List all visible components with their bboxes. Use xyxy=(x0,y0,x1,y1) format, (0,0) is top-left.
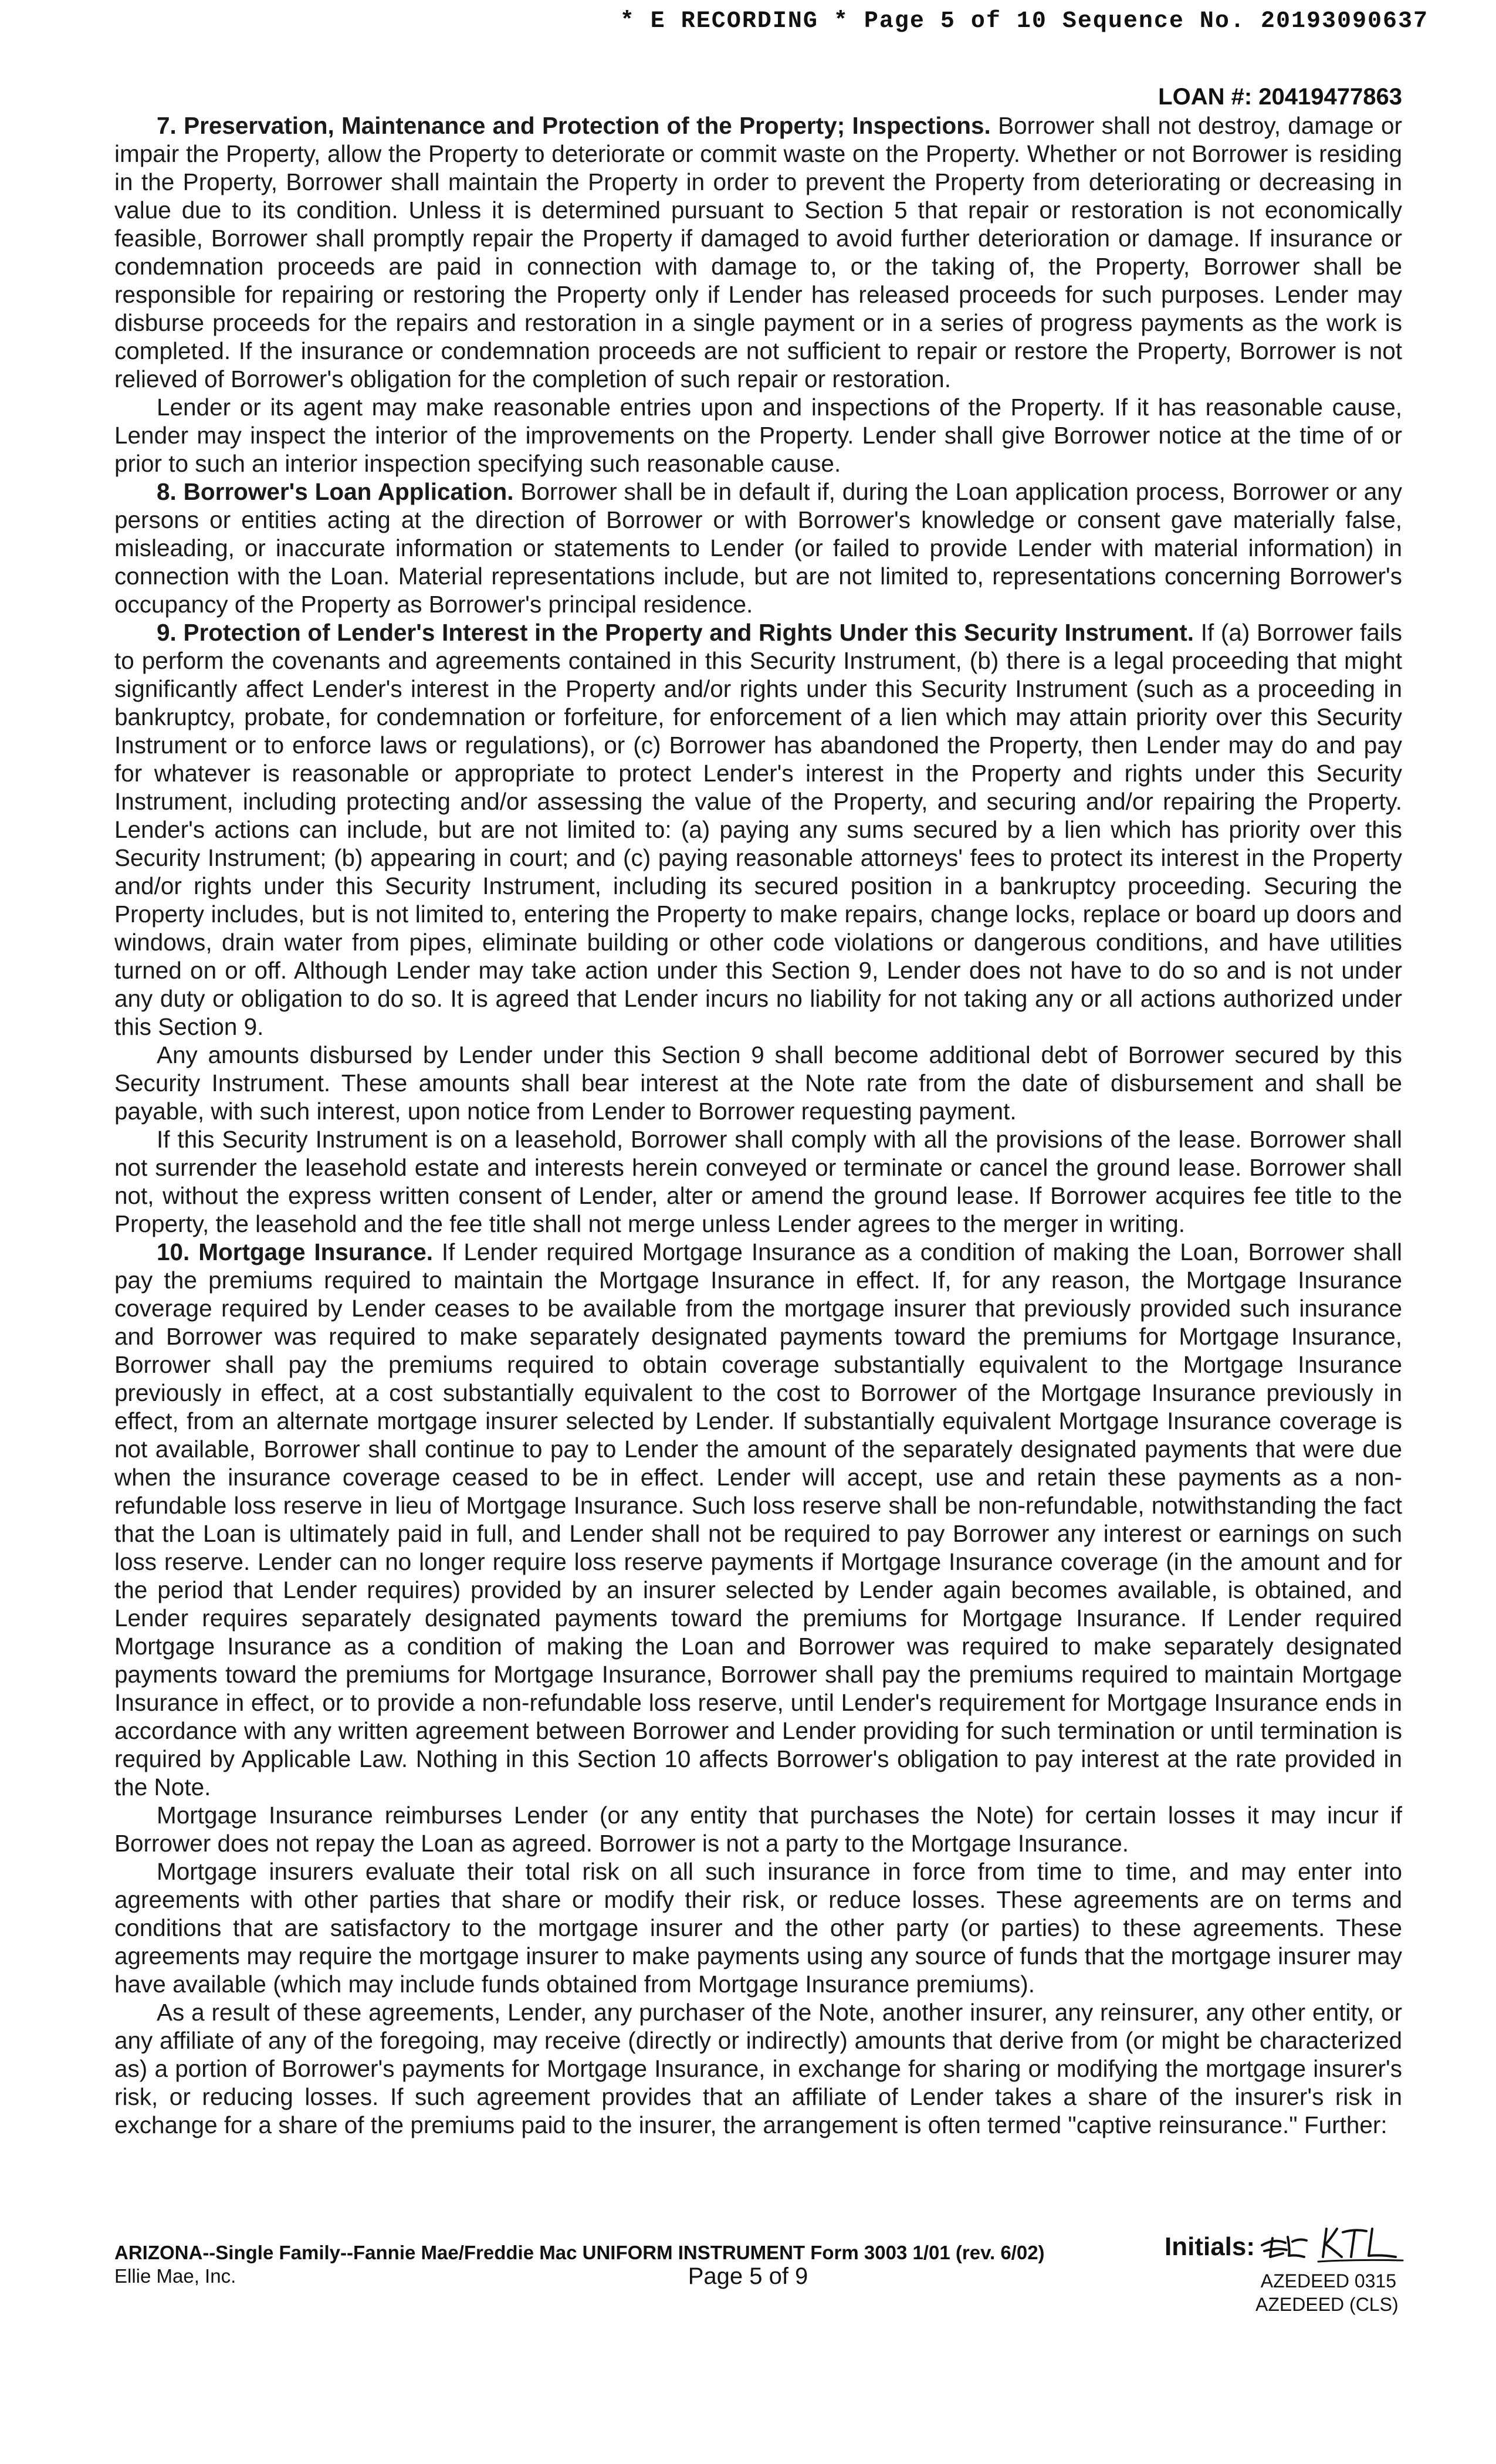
section-9-paragraph-2: Any amounts disbursed by Lender under this Section 9 shall become additional debt of Borrower secured by this Security Instrument. These amounts shall bear interest at the Note rate from the date of disbursement and shall be payable, with such interest, upon notice from Lender to Borrower requesting payment. xyxy=(114,1041,1402,1125)
section-10-paragraph-3: Mortgage insurers evaluate their total risk on all such insurance in force from time to time, and may enter into agreements with other parties that share or modify their risk, or reduce losses. These agreements are on terms and conditions that are satisfactory to the mortgage insurer and the other party (or parties) to these agreements. These agreements may require the mortgage insurer to make payments using any source of funds that the mortgage insurer may have available (which may include funds obtained from Mortgage Insurance premiums). xyxy=(114,1858,1402,1998)
section-10-heading: 10. Mortgage Insurance. xyxy=(157,1238,433,1265)
footer-page-number: Page 5 of 9 xyxy=(688,2263,808,2289)
section-8-heading: 8. Borrower's Loan Application. xyxy=(157,478,514,505)
section-9-text-1: If (a) Borrower fails to perform the covenants and agreements contained in this Security Instrument, (b) there is a legal proceeding that might significantly affect Lender's interest in the Property and/or rights under this Security Instrument (such as a proceeding in bankruptcy, probate, for condemnation or forfeiture, for enforcement of a lien which may attain priority over this Security Instrument or to enforce laws or regulations), or (c) Borrower has abandoned the Property, then Lender may do and pay for whatever is reasonable or appropriate to protect Lender's interest in the Property and rights under this Security Instrument, including protecting and/or assessing the value of the Property, and securing and/or repairing the Property. Lender's actions can include, but are not limited to: (a) paying any sums secured by a lien which has priority over this Security Instrument; (b) appearing in court; and (c) paying reasonable attorneys' fees to protect its interest in the Property and/or rights under this Security Instrument, including its secured position in a bankruptcy proceeding. Securing the Property includes, but is not limited to, entering the Property to make repairs, change locks, replace or board up doors and windows, drain water from pipes, eliminate building or other code violations or dangerous conditions, and have utilities turned on or off. Although Lender may take action under this Section 9, Lender does not have to do so and is not under any duty or obligation to do so. It is agreed that Lender incurs no liability for not taking any or all actions authorized under this Section 9. xyxy=(114,619,1402,1040)
section-8-text-1: Borrower shall be in default if, during the Loan application process, Borrower or any persons or entities acting at the direction of Borrower or with Borrower's knowledge or consent gave materially false, misleading, or inaccurate information or statements to Lender (or failed to provide Lender with material information) in connection with the Loan. Material representations include, but are not limited to, representations concerning Borrower's occupancy of the Property as Borrower's principal residence. xyxy=(114,478,1402,618)
section-7-text-1: Borrower shall not destroy, damage or impair the Property, allow the Property to deteriorate or commit waste on the Property. Whether or not Borrower is residing in the Property, Borrower shall maintain the Property in order to prevent the Property from deteriorating or decreasing in value due to its condition. Unless it is determined pursuant to Section 5 that repair or restoration is not economically feasible, Borrower shall promptly repair the Property if damaged to avoid further deterioration or damage. If insurance or condemnation proceeds are paid in connection with damage to, or the taking of, the Property, Borrower shall be responsible for repairing or restoring the Property only if Lender has released proceeds for such purposes. Lender may disburse proceeds for the repairs and restoration in a single payment or in a series of progress payments as the work is completed. If the insurance or condemnation proceeds are not sufficient to repair or restore the Property, Borrower is not relieved of Borrower's obligation for the completion of such repair or restoration. xyxy=(114,112,1402,392)
section-8-paragraph-1 xyxy=(114,478,1402,618)
footer-form-title: ARIZONA--Single Family--Fannie Mae/Freddie Mac UNIFORM INSTRUMENT Form 3003 1/01 (rev. 6/02) xyxy=(114,2242,1045,2263)
initials-signature xyxy=(1257,2221,1410,2267)
section-10-text-1: If Lender required Mortgage Insurance as a condition of making the Loan, Borrower shall pay the premiums required to maintain the Mortgage Insurance in effect. If, for any reason, the Mortgage Insurance coverage required by Lender ceases to be available from the mortgage insurer that previously provided such insurance and Borrower was required to make separately designated payments toward the premiums for Mortgage Insurance, Borrower shall pay the premiums required to obtain coverage substantially equivalent to the Mortgage Insurance previously in effect, at a cost substantially equivalent to the cost to Borrower of the Mortgage Insurance previously in effect, from an alternate mortgage insurer selected by Lender. If substantially equivalent Mortgage Insurance coverage is not available, Borrower shall continue to pay to Lender the amount of the separately designated payments that were due when the insurance coverage ceased to be in effect. Lender will accept, use and retain these payments as a non-refundable loss reserve in lieu of Mortgage Insurance. Such loss reserve shall be non-refundable, notwithstanding the fact that the Loan is ultimately paid in full, and Lender shall not be required to pay Borrower any interest or earnings on such loss reserve. Lender can no longer require loss reserve payments if Mortgage Insurance coverage (in the amount and for the period that Lender requires) provided by an insurer selected by Lender again becomes available, is obtained, and Lender requires separately designated payments toward the premiums for Mortgage Insurance. If Lender required Mortgage Insurance as a condition of making the Loan and Borrower was required to make separately designated payments toward the premiums for Mortgage Insurance, Borrower shall pay the premiums required to maintain Mortgage Insurance in effect, or to provide a non-refundable loss reserve, until Lender's requirement for Mortgage Insurance ends in accordance with any written agreement between Borrower and Lender providing for such termination or until termination is required by Applicable Law. Nothing in this Section 10 affects Borrower's obligation to pay interest at the rate provided in the Note. xyxy=(114,1238,1402,1800)
footer-code-1: AZEDEED 0315 xyxy=(1260,2270,1396,2292)
section-10-paragraph-2: Mortgage Insurance reimburses Lender (or any entity that purchases the Note) for certain losses it may incur if Borrower does not repay the Loan as agreed. Borrower is not a party to the Mortgage Insurance. xyxy=(114,1802,1402,1857)
section-9-paragraph-3: If this Security Instrument is on a leasehold, Borrower shall comply with all the provisions of the lease. Borrower shall not surrender the leasehold estate and interests herein conveyed or terminate or cancel the ground lease. Borrower shall not, without the express written consent of Lender, alter or amend the ground lease. If Borrower acquires fee title to the Property, the leasehold and the fee title shall not merge unless Lender agrees to the merger in writing. xyxy=(114,1126,1402,1237)
loan-number: LOAN #: 20419477863 xyxy=(1158,84,1402,110)
initials-block xyxy=(1165,2221,1411,2267)
section-7-paragraph-2: Lender or its agent may make reasonable entries upon and inspections of the Property. If it has reasonable cause, Lender may inspect the interior of the improvements on the Property. Lender shall give Borrower notice at the time of or prior to such an interior inspection specifying such reasonable cause. xyxy=(114,394,1402,477)
initials-label: Initials: xyxy=(1165,2232,1255,2261)
footer-vendor: Ellie Mae, Inc. xyxy=(114,2265,236,2287)
footer-code-2: AZEDEED (CLS) xyxy=(1255,2294,1399,2315)
section-10-paragraph-4: As a result of these agreements, Lender, any purchaser of the Note, another insurer, any reinsurer, any other entity, or any affiliate of any of the foregoing, may receive (directly or indirectly) amounts that derive from (or might be characterized as) a portion of Borrower's payments for Mortgage Insurance, in exchange for sharing or modifying the mortgage insurer's risk, or reducing losses. If such agreement provides that an affiliate of Lender takes a share of the insurer's risk in exchange for a share of the premiums paid to the insurer, the arrangement is often termed "captive reinsurance." Further: xyxy=(114,1999,1402,2138)
section-9-heading: 9. Protection of Lender's Interest in the Property and Rights Under this Security Instrument. xyxy=(157,619,1194,646)
recording-header: * E RECORDING * Page 5 of 10 Sequence No. 20193090637 xyxy=(620,8,1429,35)
section-7-heading: 7. Preservation, Maintenance and Protection of the Property; Inspections. xyxy=(157,112,991,139)
footer-codes xyxy=(1255,2269,1399,2316)
document-body xyxy=(114,111,1402,2139)
section-9-paragraph-1 xyxy=(114,618,1402,1041)
section-7-paragraph-1 xyxy=(114,111,1402,393)
section-10-paragraph-1 xyxy=(114,1238,1402,1801)
